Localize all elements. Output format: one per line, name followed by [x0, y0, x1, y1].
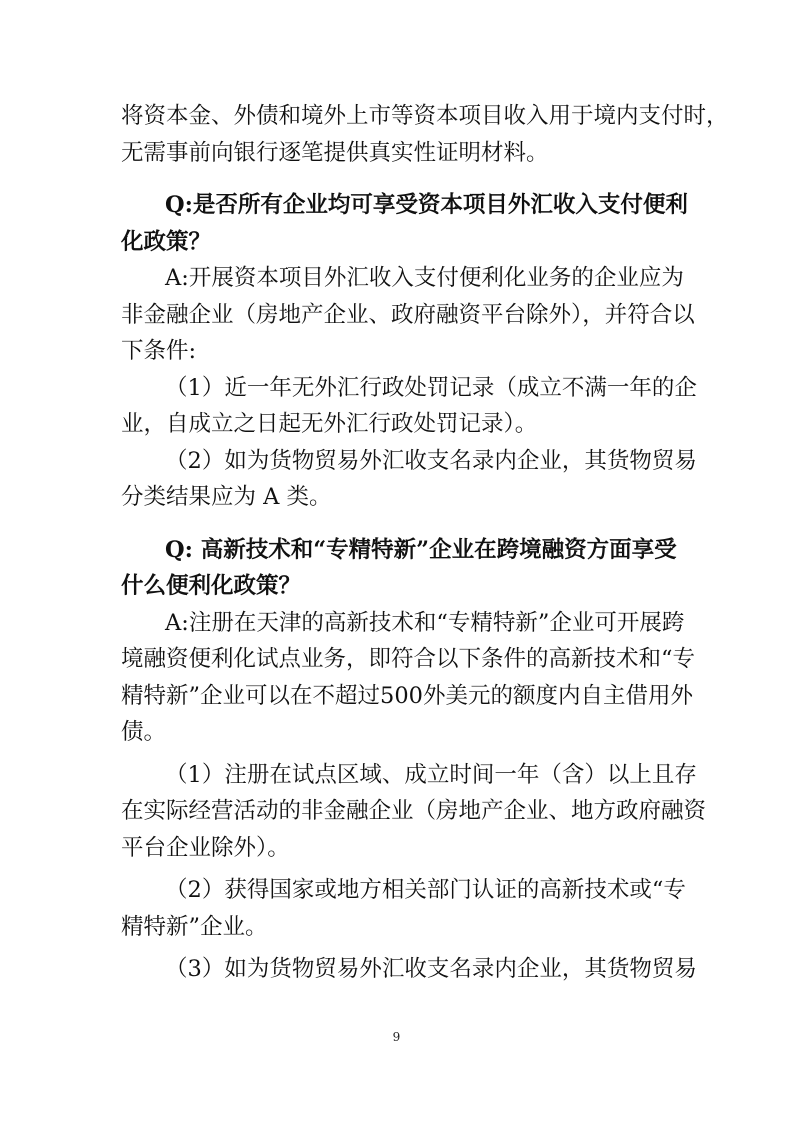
text-line: 在实际经营活动的非金融企业（房地产企业、地方政府融资 [121, 798, 707, 824]
answer-line: 下条件: [121, 338, 197, 364]
body-paragraph [121, 98, 729, 171]
answer-line: A:注册在天津的高新技术和“专精特新”企业可开展跨 [165, 609, 685, 636]
page-number: 9 [392, 1030, 401, 1044]
answer-paragraph [121, 260, 695, 370]
text-line: 业，自成立之日起无外汇行政处罚记录）。 [121, 411, 538, 437]
question-heading [121, 532, 677, 605]
answer-line: 境融资便利化试点业务，即符合以下条件的高新技术和“专 [121, 646, 696, 672]
question-line: 化政策？ [121, 228, 212, 255]
question-line: Q: 高新技术和“专精特新”企业在跨境融资方面享受 [165, 536, 677, 563]
text-line: 分类结果应为 A 类。 [121, 484, 332, 510]
answer-line: 精特新”企业可以在不超过500外美元的额度内自主借用外 [121, 682, 693, 709]
question-line: Q:是否所有企业均可享受资本项目外汇收入支付便利 [165, 192, 688, 218]
text-line: （1）近一年无外汇行政处罚记录（成立不满一年的企 [165, 374, 697, 401]
document-body [121, 98, 729, 988]
condition-item [121, 951, 697, 988]
condition-item [121, 370, 697, 443]
answer-line: 非金融企业（房地产企业、政府融资平台除外），并符合以 [121, 301, 695, 328]
text-line: （2）如为货物贸易外汇收支名录内企业，其货物贸易 [165, 447, 697, 474]
text-line: 无需事前向银行逐笔提供真实性证明材料。 [121, 139, 549, 166]
condition-item [121, 443, 697, 516]
answer-paragraph [121, 605, 696, 751]
text-line: 将资本金、外债和境外上市等资本项目收入用于境内支付时， [121, 103, 729, 129]
text-line: （2）获得国家或地方相关部门认证的高新技术或“专 [165, 877, 686, 903]
answer-line: A:开展资本项目外汇收入支付便利化业务的企业应为 [165, 265, 684, 291]
text-line: （3）如为货物贸易外汇收支名录内企业，其货物贸易 [165, 956, 697, 982]
question-line: 什么便利化政策？ [121, 573, 302, 599]
answer-line: 债。 [121, 719, 167, 745]
text-line: （1）注册在试点区域、成立时间一年（含）以上且存 [165, 761, 697, 788]
text-line: 平台企业除外）。 [121, 834, 290, 861]
condition-item [121, 872, 686, 945]
question-heading [121, 187, 688, 260]
text-line: 精特新”企业。 [121, 913, 268, 940]
condition-item [121, 757, 707, 867]
